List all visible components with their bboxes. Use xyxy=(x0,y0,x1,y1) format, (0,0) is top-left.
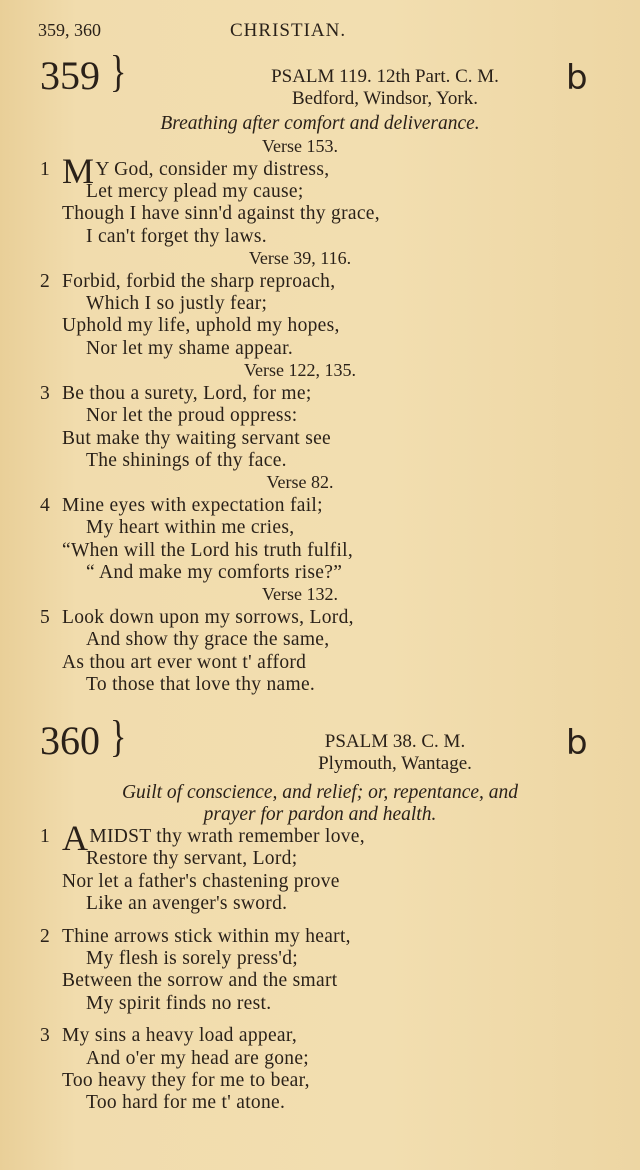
key-signature-mark: b xyxy=(566,58,588,98)
verse-line-rest: MIDST thy wrath remember love, xyxy=(89,826,365,847)
verse-line: Mine eyes with expectation fail; xyxy=(62,494,323,516)
verse-line: Look down upon my sorrows, Lord, xyxy=(62,606,354,628)
hymn-title: PSALM 119. 12th Part. C. M. xyxy=(271,66,499,87)
hymn-subject: prayer for pardon and health. xyxy=(203,804,437,825)
hymn-tunes: Bedford, Windsor, York. xyxy=(291,88,479,109)
drop-cap: M xyxy=(62,150,95,191)
verse-line: Too hard for me t' atone. xyxy=(86,1092,286,1114)
verse-line: Nor let the proud oppress: xyxy=(86,405,298,427)
verse-number: 2 xyxy=(40,270,51,292)
verse-line: To those that love thy name. xyxy=(86,674,316,696)
verse-line: Too heavy they for me to bear, xyxy=(62,1070,310,1091)
verse-line: But make thy waiting servant see xyxy=(62,427,331,449)
verse-line: And o'er my head are gone; xyxy=(86,1047,310,1069)
hymn-title: PSALM 38. C. M. xyxy=(324,731,466,752)
verse-number: 3 xyxy=(40,1025,51,1047)
verse-number: 2 xyxy=(40,925,51,947)
verse-line: Nor let my shame appear. xyxy=(86,337,294,359)
key-signature-mark: b xyxy=(566,723,588,763)
verse-reference: Verse 122, 135. xyxy=(244,360,356,381)
verse-number: 1 xyxy=(40,826,51,847)
verse-reference: Verse 132. xyxy=(262,584,338,605)
verse-line: My flesh is sorely press'd; xyxy=(86,948,299,969)
verse-line: I can't forget thy laws. xyxy=(86,225,267,247)
verse-number: 3 xyxy=(40,382,51,404)
drop-cap: A xyxy=(62,818,89,858)
verse-line: My sins a heavy load appear, xyxy=(62,1025,298,1047)
hymn-subject: Guilt of conscience, and relief; or, repentance, and xyxy=(121,782,519,803)
hymn-tunes: Plymouth, Wantage. xyxy=(318,753,472,774)
verse-line: As thou art ever wont t' afford xyxy=(62,651,307,673)
verse-line: Uphold my life, uphold my hopes, xyxy=(62,315,340,337)
verse-line: Restore thy servant, Lord; xyxy=(86,848,298,870)
page-numbers: 359, 360 xyxy=(38,20,101,40)
verse-line: Be thou a surety, Lord, for me; xyxy=(62,382,312,404)
verse-number: 4 xyxy=(40,494,51,516)
verse-line: Between the sorrow and the smart xyxy=(62,970,338,992)
verse-number: 5 xyxy=(40,606,51,628)
verse-line: Which I so justly fear; xyxy=(86,293,268,314)
verse-line: My heart within me cries, xyxy=(86,517,295,539)
verse-line: And show thy grace the same, xyxy=(86,629,330,651)
verse-line: “ And make my comforts rise?” xyxy=(86,562,343,583)
hymn-subject: Breathing after comfort and deliverance. xyxy=(160,113,480,134)
verse-reference: Verse 82. xyxy=(266,472,334,493)
hymn-brace: } xyxy=(110,713,127,762)
verse-reference: Verse 153. xyxy=(262,136,338,156)
verse-line: Though I have sinn'd against thy grace, xyxy=(62,203,380,225)
verse-line-rest: Y God, consider my distress, xyxy=(95,158,330,180)
hymn-number: 360 xyxy=(40,718,100,763)
verse-line: Forbid, forbid the sharp reproach, xyxy=(62,270,336,292)
verse-reference: Verse 39, 116. xyxy=(248,248,352,269)
running-title: CHRISTIAN. xyxy=(230,20,347,41)
verse-line: My spirit finds no rest. xyxy=(86,992,272,1014)
verse-line xyxy=(62,818,365,858)
verse-number: 1 xyxy=(40,158,51,180)
verse-line: Let mercy plead my cause; xyxy=(86,180,304,202)
verse-line: The shinings of thy face. xyxy=(86,449,287,471)
verse-line: Thine arrows stick within my heart, xyxy=(62,925,351,947)
verse-line: Nor let a father's chastening prove xyxy=(62,870,340,892)
hymn-brace: } xyxy=(110,48,127,97)
verse-line: “When will the Lord his truth fulfil, xyxy=(62,539,354,561)
hymn-number: 359 xyxy=(40,53,100,98)
verse-line: Like an avenger's sword. xyxy=(86,893,288,915)
